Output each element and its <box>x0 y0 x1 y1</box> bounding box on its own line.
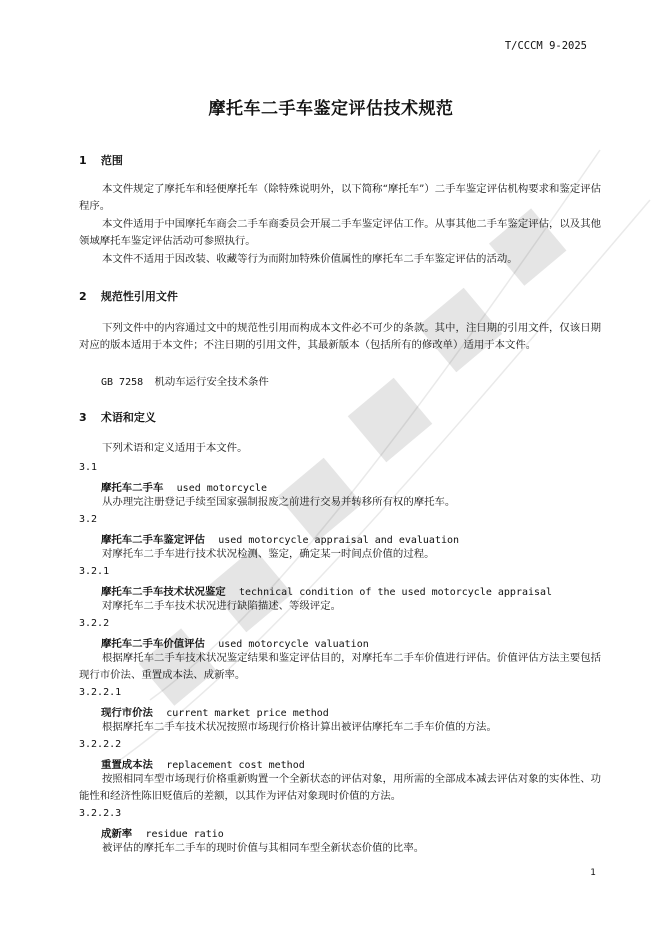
term-zh: 现行市价法 <box>101 707 153 719</box>
clause-number: 3.2.2.3 <box>79 808 122 819</box>
term-zh: 重置成本法 <box>101 759 153 771</box>
term-en: used motorcycle valuation <box>218 639 369 650</box>
term-zh: 摩托车二手车价值评估 <box>101 638 205 650</box>
section-title: 术语和定义 <box>100 411 156 424</box>
term-en: used motorcycle <box>176 483 267 494</box>
term-en: technical condition of the used motorcycle appraisal <box>239 587 553 598</box>
standard-code: T/CCCM 9-2025 <box>504 40 587 52</box>
term-entry <box>101 704 329 719</box>
term-definition: 按照相同车型市场现行价格重新购置一个全新状态的评估对象，用所需的全部成本减去评估对象的实体性、功能性和经济性陈旧贬值后的差额，以其作为评估对象现时价值的方法。 <box>79 773 601 802</box>
term-entry <box>101 531 459 546</box>
term-en: residue ratio <box>145 829 224 840</box>
term-zh: 摩托车二手车 <box>101 482 164 494</box>
term-definition: 对摩托车二手车技术状况进行缺陷描述、等级评定。 <box>102 600 341 612</box>
normative-intro: 下列文件中的内容通过文中的规范性引用而构成本文件必不可少的条款。其中，注日期的引用文件，仅该日期对应的版本适用于本文件；不注日期的引用文件，其最新版本（包括所有的修改单）适用于本文件。 <box>79 322 601 351</box>
reference-code: GB 7258 <box>101 377 144 388</box>
term-entry <box>101 583 552 598</box>
clause-number: 3.2.1 <box>79 566 110 577</box>
clause-number: 3.2.2 <box>79 618 110 629</box>
term-entry <box>101 756 305 771</box>
section-number: 1 <box>79 154 87 167</box>
page-number: 1 <box>590 868 596 878</box>
term-entry <box>101 635 369 650</box>
section-title: 规范性引用文件 <box>100 290 178 303</box>
clause-number: 3.1 <box>79 462 98 473</box>
term-en: replacement cost method <box>166 760 305 771</box>
clause-number: 3.2 <box>79 514 98 525</box>
term-definition: 根据摩托车二手车技术状况鉴定结果和鉴定评估目的，对摩托车二手车价值进行评估。价值评估方法主要包括现行市价法、重置成本法、成新率。 <box>79 652 601 681</box>
section-number: 2 <box>79 290 87 303</box>
section-heading-normative <box>79 288 178 304</box>
reference-title: 机动车运行安全技术条件 <box>154 376 269 388</box>
document-title: 摩托车二手车鉴定评估技术规范 <box>208 99 454 119</box>
term-en: current market price method <box>166 708 329 719</box>
section-number: 3 <box>79 411 87 424</box>
scope-paragraph: 本文件不适用于因改装、收藏等行为而附加特殊价值属性的摩托车二手车鉴定评估的活动。 <box>102 253 518 265</box>
section-heading-terms <box>79 409 156 425</box>
term-entry <box>101 825 224 840</box>
term-zh: 摩托车二手车技术状况鉴定 <box>101 586 226 598</box>
term-definition: 从办理完注册登记手续至国家强制报废之前进行交易并转移所有权的摩托车。 <box>102 496 456 508</box>
normative-reference <box>101 373 269 388</box>
section-title: 范围 <box>100 154 123 167</box>
scope-paragraph: 本文件规定了摩托车和轻便摩托车（除特殊说明外，以下简称“摩托车”）二手车鉴定评估机构要求和鉴定评估程序。 <box>79 183 601 212</box>
term-zh: 摩托车二手车鉴定评估 <box>101 534 205 546</box>
term-zh: 成新率 <box>101 828 133 840</box>
term-en: used motorcycle appraisal and evaluation <box>218 535 460 546</box>
term-definition: 被评估的摩托车二手车的现时价值与其相同车型全新状态价值的比率。 <box>102 842 425 854</box>
section-heading-scope <box>79 152 123 168</box>
term-entry <box>101 479 267 494</box>
scope-paragraph: 本文件适用于中国摩托车商会二手车商委员会开展二手车鉴定评估工作。从事其他二手车鉴定评估，以及其他领域摩托车鉴定评估活动可参照执行。 <box>79 218 601 247</box>
term-definition: 对摩托车二手车进行技术状况检测、鉴定，确定某一时间点价值的过程。 <box>102 548 435 560</box>
terms-intro: 下列术语和定义适用于本文件。 <box>102 442 248 454</box>
clause-number: 3.2.2.1 <box>79 687 122 698</box>
term-definition: 根据摩托车二手车技术状况按照市场现行价格计算出被评估摩托车二手车价值的方法。 <box>102 721 497 733</box>
clause-number: 3.2.2.2 <box>79 739 122 750</box>
